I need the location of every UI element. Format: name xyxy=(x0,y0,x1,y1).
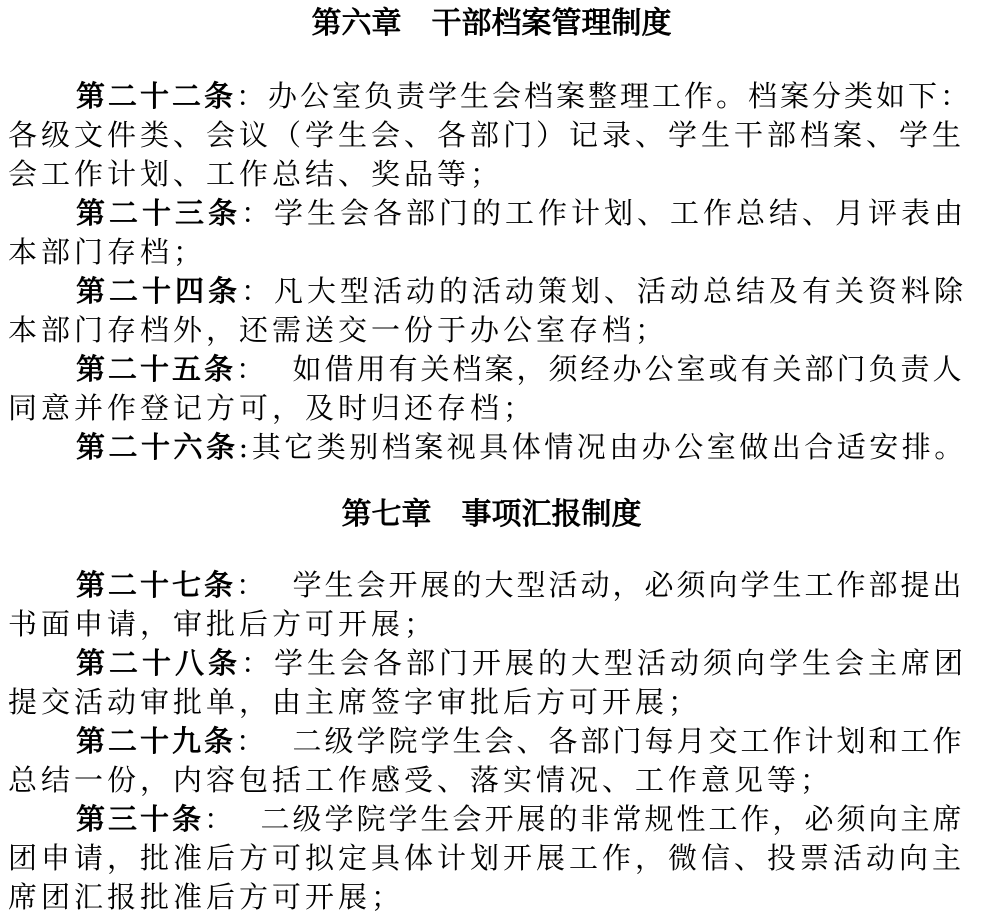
article-27-number: 第二十七条 xyxy=(76,568,237,602)
article-24-line-1 xyxy=(76,271,967,311)
article-27-text-1: ： 学生会开展的大型活动，必须向学生工作部提出 xyxy=(236,568,965,602)
article-25-text-1: ： 如借用有关档案，须经办公室或有关部门负责人 xyxy=(236,352,965,386)
article-30-line-3: 席团汇报批准后方可开展； xyxy=(8,880,405,914)
article-22-line-3: 会工作计划、工作总结、奖品等； xyxy=(8,157,504,191)
article-28-number: 第二十八条 xyxy=(76,646,242,680)
article-25-number: 第二十五条 xyxy=(76,352,237,386)
article-27-line-1 xyxy=(76,565,964,605)
article-26-line-1 xyxy=(76,427,967,467)
article-29-number: 第二十九条 xyxy=(76,724,237,758)
article-23-number: 第二十三条 xyxy=(76,196,242,230)
article-22-text-1: ：办公室负责学生会档案整理工作。档案分类如下： xyxy=(236,79,973,113)
article-30-text-1: ： 二级学院学生会开展的非常规性工作，必须向主席 xyxy=(204,802,965,836)
article-23-text-1: ：学生会各部门的工作计划、工作总结、月评表由 xyxy=(241,196,968,230)
article-22-number: 第二十二条 xyxy=(76,79,237,113)
article-29-line-2: 总结一份，内容包括工作感受、落实情况、工作意见等； xyxy=(8,763,834,797)
article-26-text-1: :其它类别档案视具体情况由办公室做出合适安排。 xyxy=(238,430,967,464)
article-28-line-2: 提交活动审批单，由主席签字审批后方可开展； xyxy=(8,685,702,719)
article-23-line-1 xyxy=(76,193,967,233)
article-30-line-2: 团申请，批准后方可拟定具体计划开展工作，微信、投票活动向主 xyxy=(8,841,966,875)
article-22-line-1 xyxy=(76,76,972,116)
article-26-number: 第二十六条 xyxy=(76,430,239,464)
article-28-line-1 xyxy=(76,643,967,683)
article-27-line-2: 书面申请，审批后方可开展； xyxy=(8,607,438,641)
article-25-line-2: 同意并作登记方可，及时归还存档； xyxy=(8,391,537,425)
article-30-line-1 xyxy=(76,799,964,839)
article-24-number: 第二十四条 xyxy=(76,274,242,308)
chapter-6-title: 第六章 干部档案管理制度 xyxy=(311,6,672,41)
article-24-line-2: 本部门存档外，还需送交一份于办公室存档； xyxy=(8,313,669,347)
article-22-line-2: 各级文件类、会议（学生会、各部门）记录、学生干部档案、学生 xyxy=(8,118,966,152)
chapter-7-title: 第七章 事项汇报制度 xyxy=(341,497,642,532)
article-28-text-1: ：学生会各部门开展的大型活动须向学生会主席团 xyxy=(241,646,968,680)
article-29-text-1: ： 二级学院学生会、各部门每月交工作计划和工作 xyxy=(236,724,965,758)
article-23-line-2: 本部门存档； xyxy=(8,235,207,269)
article-29-line-1 xyxy=(76,721,964,761)
article-24-text-1: ：凡大型活动的活动策划、活动总结及有关资料除 xyxy=(241,274,968,308)
article-30-number: 第三十条 xyxy=(76,802,205,836)
article-25-line-1 xyxy=(76,349,964,389)
